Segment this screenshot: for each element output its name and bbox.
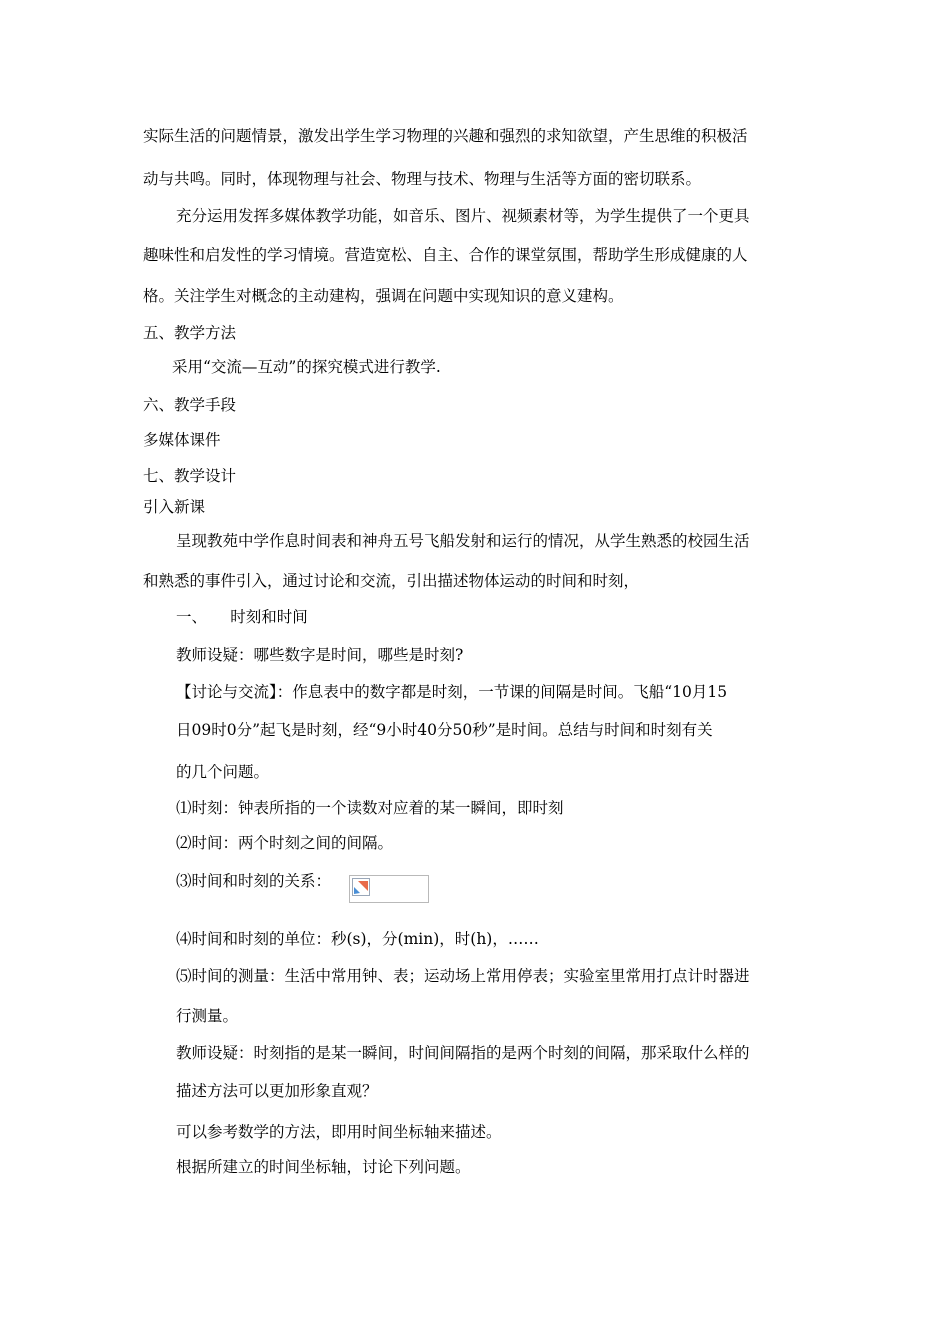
numbered-heading: 一、 时刻和时间 bbox=[176, 608, 308, 626]
paragraph-line: 的几个问题。 bbox=[176, 763, 270, 781]
paragraph-line: 教师设疑：时刻指的是某一瞬间，时间间隔指的是两个时刻的间隔，那采取什么样的 bbox=[176, 1044, 750, 1062]
list-item: ⑴时刻：钟表所指的一个读数对应着的某一瞬间，即时刻 bbox=[176, 799, 564, 817]
paragraph-line: 根据所建立的时间坐标轴，讨论下列问题。 bbox=[176, 1158, 471, 1176]
paragraph-line: 呈现教苑中学作息时间表和神舟五号飞船发射和运行的情况，从学生熟悉的校园生活 bbox=[176, 532, 750, 550]
paragraph-line: 实际生活的问题情景，激发出学生学习物理的兴趣和强烈的求知欲望，产生思维的积极活 bbox=[143, 127, 748, 145]
paragraph-line: 【讨论与交流】：作息表中的数字都是时刻，一节课的间隔是时间。飞船“10月15 bbox=[176, 683, 728, 701]
paragraph-line: 和熟悉的事件引入，通过讨论和交流，引出描述物体运动的时间和时刻， bbox=[143, 572, 640, 590]
list-item: ⑵时间：两个时刻之间的间隔。 bbox=[176, 834, 394, 852]
paragraph-line: 趣味性和启发性的学习情境。营造宽松、自主、合作的课堂氛围，帮助学生形成健康的人 bbox=[143, 246, 748, 264]
subsection-heading: 引入新课 bbox=[143, 498, 206, 516]
paragraph-line: 日09时0分”起飞是时刻，经“9小时40分50秒”是时间。总结与时间和时刻有关 bbox=[176, 721, 713, 739]
paragraph-line: 教师设疑：哪些数字是时间，哪些是时刻? bbox=[176, 646, 464, 664]
list-item: ⑶时间和时刻的关系： bbox=[176, 872, 332, 890]
paragraph-line: 充分运用发挥多媒体教学功能，如音乐、图片、视频素材等，为学生提供了一个更具 bbox=[176, 207, 750, 225]
broken-image-placeholder bbox=[349, 875, 429, 903]
paragraph-line: 可以参考数学的方法，即用时间坐标轴来描述。 bbox=[176, 1123, 502, 1141]
paragraph-line: 格。关注学生对概念的主动建构，强调在问题中实现知识的意义建构。 bbox=[143, 287, 624, 305]
section-heading: 五、教学方法 bbox=[143, 324, 237, 342]
section-heading: 七、教学设计 bbox=[143, 467, 237, 485]
list-item: ⑸时间的测量：生活中常用钟、表；运动场上常用停表；实验室里常用打点计时器进 bbox=[176, 967, 750, 985]
broken-image-icon bbox=[352, 878, 370, 896]
paragraph-line: 采用“交流—互动”的探究模式进行教学. bbox=[172, 358, 441, 376]
paragraph-line: 描述方法可以更加形象直观？ bbox=[176, 1082, 378, 1100]
paragraph-line: 多媒体课件 bbox=[143, 431, 221, 449]
list-item: ⑷时间和时刻的单位：秒(s)，分(min)，时(h)，…… bbox=[176, 930, 539, 948]
paragraph-line: 行测量。 bbox=[176, 1007, 239, 1025]
paragraph-line: 动与共鸣。同时，体现物理与社会、物理与技术、物理与生活等方面的密切联系。 bbox=[143, 170, 702, 188]
section-heading: 六、教学手段 bbox=[143, 396, 237, 414]
